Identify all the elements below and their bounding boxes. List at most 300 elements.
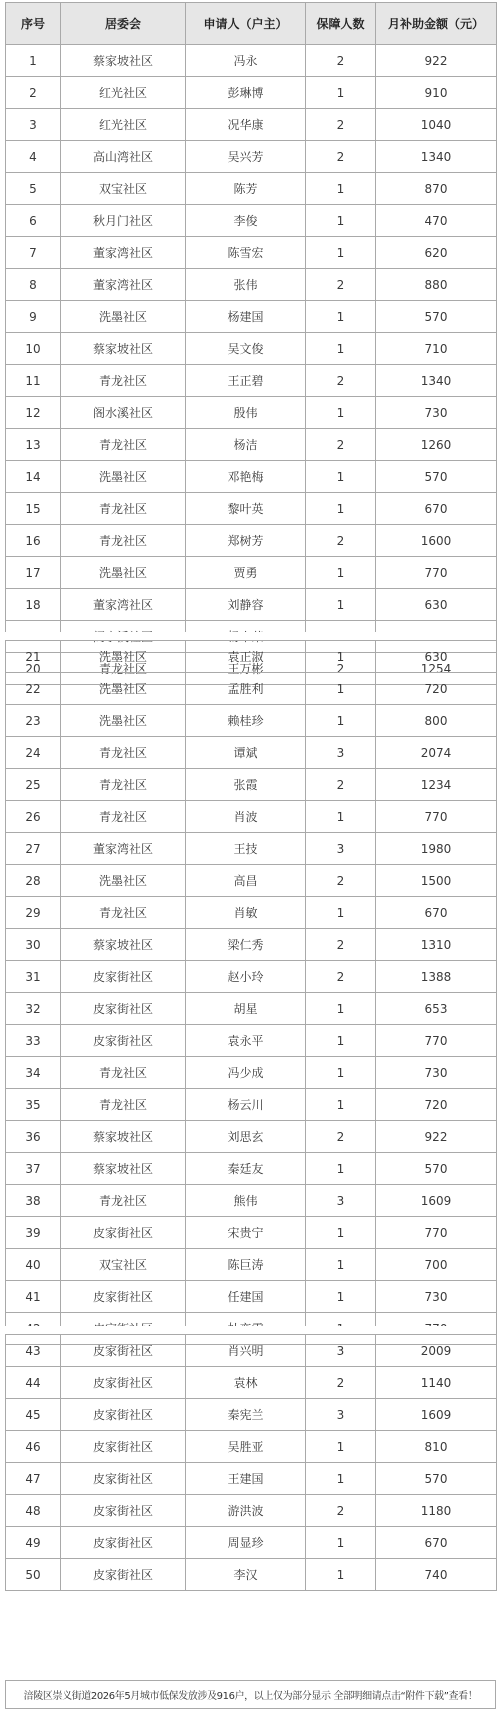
table-row bbox=[6, 205, 497, 237]
people-count-cell: 1 bbox=[306, 1249, 376, 1281]
applicant-cell: 肖兴明 bbox=[186, 1335, 306, 1367]
people-count-cell: 1 bbox=[306, 333, 376, 365]
committee-cell: 董家湾社区 bbox=[61, 269, 186, 301]
index-cell: 6 bbox=[6, 205, 61, 237]
applicant-cell: 梁仁秀 bbox=[186, 929, 306, 961]
people-count-cell: 2 bbox=[306, 365, 376, 397]
applicant-cell: 贾勇 bbox=[186, 557, 306, 589]
applicant-cell: 袁永平 bbox=[186, 1025, 306, 1057]
committee-cell: 青龙社区 bbox=[61, 1057, 186, 1089]
index-cell: 23 bbox=[6, 705, 61, 737]
committee-cell: 青龙社区 bbox=[61, 801, 186, 833]
people-count-cell: 2 bbox=[306, 929, 376, 961]
monthly-amount-cell: 653 bbox=[376, 993, 497, 1025]
applicant-cell: 周显珍 bbox=[186, 1527, 306, 1559]
table-row bbox=[6, 929, 497, 961]
committee-cell: 皮家街社区 bbox=[61, 1527, 186, 1559]
committee-cell: 高山湾社区 bbox=[61, 141, 186, 173]
people-count-cell: 2 bbox=[306, 769, 376, 801]
people-count-cell: 1 bbox=[306, 1527, 376, 1559]
table-row bbox=[6, 365, 497, 397]
table-row bbox=[6, 1025, 497, 1057]
people-count-cell: 2 bbox=[306, 1495, 376, 1527]
people-count-cell: 2 bbox=[306, 1367, 376, 1399]
index-cell: 30 bbox=[6, 929, 61, 961]
people-count-cell: 2 bbox=[306, 525, 376, 557]
people-count-cell: 1 bbox=[306, 397, 376, 429]
monthly-amount-cell: 770 bbox=[376, 557, 497, 589]
committee-cell: 洗墨社区 bbox=[61, 865, 186, 897]
index-cell: 34 bbox=[6, 1057, 61, 1089]
monthly-amount-cell: 570 bbox=[376, 1463, 497, 1495]
monthly-amount-cell: 620 bbox=[376, 237, 497, 269]
index-cell: 1 bbox=[6, 45, 61, 77]
applicant-cell: 郑树芳 bbox=[186, 525, 306, 557]
committee-cell: 双宝社区 bbox=[61, 173, 186, 205]
people-count-cell: 1 bbox=[306, 705, 376, 737]
table-row bbox=[6, 493, 497, 525]
committee-cell: 洗墨社区 bbox=[61, 705, 186, 737]
committee-cell: 皮家街社区 bbox=[61, 1335, 186, 1367]
committee-cell: 皮家街社区 bbox=[61, 1399, 186, 1431]
applicant-cell: 任建国 bbox=[186, 1281, 306, 1313]
monthly-amount-cell: 1260 bbox=[376, 429, 497, 461]
table-row bbox=[6, 269, 497, 301]
applicant-cell: 宋贵宁 bbox=[186, 1217, 306, 1249]
people-count-cell: 1 bbox=[306, 1025, 376, 1057]
applicant-cell: 秦廷友 bbox=[186, 1153, 306, 1185]
applicant-cell: 袁林 bbox=[186, 1367, 306, 1399]
people-count-cell: 3 bbox=[306, 737, 376, 769]
people-count-cell: 1 bbox=[306, 1431, 376, 1463]
assistance-table bbox=[5, 2, 497, 685]
index-cell: 2 bbox=[6, 77, 61, 109]
table-body-3 bbox=[6, 1335, 497, 1591]
monthly-amount-cell: 730 bbox=[376, 1281, 497, 1313]
index-cell: 22 bbox=[6, 673, 61, 705]
committee-cell: 青龙社区 bbox=[61, 525, 186, 557]
monthly-amount-cell: 870 bbox=[376, 173, 497, 205]
applicant-cell: 王万彬 bbox=[186, 653, 306, 685]
table-row bbox=[6, 1559, 497, 1591]
table-row bbox=[6, 525, 497, 557]
table-row bbox=[6, 769, 497, 801]
people-count-cell: 1 bbox=[306, 493, 376, 525]
applicant-cell: 邓艳梅 bbox=[186, 461, 306, 493]
table-row bbox=[6, 1057, 497, 1089]
people-count-cell: 1 bbox=[306, 1559, 376, 1591]
index-cell: 27 bbox=[6, 833, 61, 865]
index-cell: 26 bbox=[6, 801, 61, 833]
monthly-amount-cell: 670 bbox=[376, 493, 497, 525]
monthly-amount-cell: 770 bbox=[376, 1025, 497, 1057]
applicant-cell: 黎叶英 bbox=[186, 493, 306, 525]
section-gap bbox=[5, 1326, 496, 1334]
applicant-cell: 游洪波 bbox=[186, 1495, 306, 1527]
committee-cell: 阁水溪社区 bbox=[61, 397, 186, 429]
people-count-cell: 1 bbox=[306, 205, 376, 237]
index-cell: 48 bbox=[6, 1495, 61, 1527]
committee-cell: 洗墨社区 bbox=[61, 557, 186, 589]
index-cell: 43 bbox=[6, 1335, 61, 1367]
applicant-cell: 王建国 bbox=[186, 1463, 306, 1495]
table-row bbox=[6, 1089, 497, 1121]
people-count-cell: 2 bbox=[306, 109, 376, 141]
applicant-cell: 赵小玲 bbox=[186, 961, 306, 993]
monthly-amount-cell: 670 bbox=[376, 1527, 497, 1559]
monthly-amount-cell: 570 bbox=[376, 461, 497, 493]
monthly-amount-cell: 1340 bbox=[376, 365, 497, 397]
people-count-cell: 1 bbox=[306, 461, 376, 493]
monthly-amount-cell: 1140 bbox=[376, 1367, 497, 1399]
header-amount: 月补助金额（元） bbox=[376, 3, 497, 45]
committee-cell: 红光社区 bbox=[61, 77, 186, 109]
table-row bbox=[6, 737, 497, 769]
table-row bbox=[6, 1121, 497, 1153]
people-count-cell: 2 bbox=[306, 961, 376, 993]
committee-cell: 洗墨社区 bbox=[61, 641, 186, 673]
table-row bbox=[6, 1217, 497, 1249]
people-count-cell: 1 bbox=[306, 1057, 376, 1089]
people-count-cell: 2 bbox=[306, 45, 376, 77]
committee-cell: 蔡家坡社区 bbox=[61, 929, 186, 961]
committee-cell: 皮家街社区 bbox=[61, 1495, 186, 1527]
index-cell: 9 bbox=[6, 301, 61, 333]
applicant-cell: 肖敏 bbox=[186, 897, 306, 929]
index-cell: 46 bbox=[6, 1431, 61, 1463]
index-cell: 3 bbox=[6, 109, 61, 141]
people-count-cell: 1 bbox=[306, 897, 376, 929]
committee-cell: 皮家街社区 bbox=[61, 1217, 186, 1249]
table-row bbox=[6, 45, 497, 77]
index-cell: 35 bbox=[6, 1089, 61, 1121]
applicant-cell: 殷伟 bbox=[186, 397, 306, 429]
index-cell: 14 bbox=[6, 461, 61, 493]
people-count-cell: 2 bbox=[306, 653, 376, 685]
table-row bbox=[6, 1367, 497, 1399]
monthly-amount-cell: 720 bbox=[376, 1089, 497, 1121]
committee-cell: 洗墨社区 bbox=[61, 461, 186, 493]
monthly-amount-cell: 1500 bbox=[376, 865, 497, 897]
monthly-amount-cell: 2074 bbox=[376, 737, 497, 769]
applicant-cell: 孟胜利 bbox=[186, 673, 306, 705]
people-count-cell: 2 bbox=[306, 865, 376, 897]
applicant-cell: 冯少成 bbox=[186, 1057, 306, 1089]
assistance-table-part-2 bbox=[5, 640, 497, 1345]
table-row bbox=[6, 1527, 497, 1559]
header-committee: 居委会 bbox=[61, 3, 186, 45]
index-cell: 11 bbox=[6, 365, 61, 397]
table-row bbox=[6, 1399, 497, 1431]
people-count-cell: 2 bbox=[306, 429, 376, 461]
committee-cell: 青龙社区 bbox=[61, 737, 186, 769]
committee-cell: 皮家街社区 bbox=[61, 1463, 186, 1495]
monthly-amount-cell: 910 bbox=[376, 77, 497, 109]
table-row bbox=[6, 589, 497, 621]
table-row bbox=[6, 237, 497, 269]
index-cell: 24 bbox=[6, 737, 61, 769]
index-cell: 39 bbox=[6, 1217, 61, 1249]
applicant-cell: 秦宪兰 bbox=[186, 1399, 306, 1431]
section-gap bbox=[5, 632, 496, 640]
index-cell: 8 bbox=[6, 269, 61, 301]
people-count-cell: 1 bbox=[306, 173, 376, 205]
monthly-amount-cell: 710 bbox=[376, 333, 497, 365]
monthly-amount-cell: 922 bbox=[376, 1121, 497, 1153]
monthly-amount-cell: 800 bbox=[376, 705, 497, 737]
table-row bbox=[6, 397, 497, 429]
people-count-cell: 3 bbox=[306, 1399, 376, 1431]
people-count-cell: 1 bbox=[306, 1217, 376, 1249]
people-count-cell: 1 bbox=[306, 301, 376, 333]
table-row bbox=[6, 705, 497, 737]
people-count-cell: 2 bbox=[306, 1121, 376, 1153]
header-index: 序号 bbox=[6, 3, 61, 45]
table-row bbox=[6, 1185, 497, 1217]
people-count-cell: 1 bbox=[306, 1089, 376, 1121]
applicant-cell: 李汉 bbox=[186, 1559, 306, 1591]
table-row bbox=[6, 1463, 497, 1495]
applicant-cell: 陈巨涛 bbox=[186, 1249, 306, 1281]
table-row bbox=[6, 897, 497, 929]
table-row bbox=[6, 1495, 497, 1527]
index-cell: 33 bbox=[6, 1025, 61, 1057]
monthly-amount-cell: 730 bbox=[376, 397, 497, 429]
index-cell: 36 bbox=[6, 1121, 61, 1153]
committee-cell: 蔡家坡社区 bbox=[61, 1153, 186, 1185]
index-cell: 17 bbox=[6, 557, 61, 589]
committee-cell: 蔡家坡社区 bbox=[61, 45, 186, 77]
table-row bbox=[6, 673, 497, 705]
people-count-cell: 2 bbox=[306, 269, 376, 301]
committee-cell: 青龙社区 bbox=[61, 493, 186, 525]
committee-cell: 洗墨社区 bbox=[61, 673, 186, 705]
table-row bbox=[6, 1281, 497, 1313]
applicant-cell: 赖桂珍 bbox=[186, 705, 306, 737]
monthly-amount-cell: 880 bbox=[376, 269, 497, 301]
applicant-cell: 陈芳 bbox=[186, 173, 306, 205]
applicant-cell: 胡星 bbox=[186, 993, 306, 1025]
index-cell: 28 bbox=[6, 865, 61, 897]
index-cell: 25 bbox=[6, 769, 61, 801]
monthly-amount-cell: 740 bbox=[376, 1559, 497, 1591]
table-row bbox=[6, 1431, 497, 1463]
people-count-cell: 1 bbox=[306, 1153, 376, 1185]
applicant-cell: 陈雪宏 bbox=[186, 237, 306, 269]
index-cell: 5 bbox=[6, 173, 61, 205]
people-count-cell: 1 bbox=[306, 1281, 376, 1313]
monthly-amount-cell: 730 bbox=[376, 1057, 497, 1089]
committee-cell: 青龙社区 bbox=[61, 429, 186, 461]
monthly-amount-cell: 1980 bbox=[376, 833, 497, 865]
table-row bbox=[6, 1335, 497, 1367]
committee-cell: 皮家街社区 bbox=[61, 1431, 186, 1463]
applicant-cell: 杨云川 bbox=[186, 1089, 306, 1121]
index-cell: 16 bbox=[6, 525, 61, 557]
index-cell: 31 bbox=[6, 961, 61, 993]
monthly-amount-cell: 570 bbox=[376, 301, 497, 333]
applicant-cell: 熊伟 bbox=[186, 1185, 306, 1217]
index-cell: 15 bbox=[6, 493, 61, 525]
monthly-amount-cell: 810 bbox=[376, 1431, 497, 1463]
people-count-cell: 1 bbox=[306, 77, 376, 109]
committee-cell: 皮家街社区 bbox=[61, 1559, 186, 1591]
applicant-cell: 彭琳博 bbox=[186, 77, 306, 109]
applicant-cell: 杨洁 bbox=[186, 429, 306, 461]
committee-cell: 青龙社区 bbox=[61, 769, 186, 801]
applicant-cell: 王技 bbox=[186, 833, 306, 865]
people-count-cell: 1 bbox=[306, 641, 376, 673]
header-people: 保障人数 bbox=[306, 3, 376, 45]
table-row bbox=[6, 141, 497, 173]
monthly-amount-cell: 922 bbox=[376, 45, 497, 77]
applicant-cell: 张伟 bbox=[186, 269, 306, 301]
table-header-row bbox=[6, 3, 497, 45]
committee-cell: 双宝社区 bbox=[61, 1249, 186, 1281]
table-row bbox=[6, 641, 497, 673]
index-cell: 20 bbox=[6, 653, 61, 685]
table-row bbox=[6, 865, 497, 897]
applicant-cell: 王正碧 bbox=[186, 365, 306, 397]
applicant-cell: 刘思玄 bbox=[186, 1121, 306, 1153]
applicant-cell: 冯永 bbox=[186, 45, 306, 77]
committee-cell: 皮家街社区 bbox=[61, 961, 186, 993]
footer-note: 涪陵区崇义街道2026年5月城市低保发放涉及916户，以上仅为部分显示 全部明细请点击“附件下载”查看！ bbox=[5, 1680, 496, 1709]
people-count-cell: 1 bbox=[306, 589, 376, 621]
index-cell: 4 bbox=[6, 141, 61, 173]
committee-cell: 青龙社区 bbox=[61, 1185, 186, 1217]
monthly-amount-cell: 670 bbox=[376, 897, 497, 929]
monthly-amount-cell: 1234 bbox=[376, 769, 497, 801]
monthly-amount-cell: 1254 bbox=[376, 653, 497, 685]
assistance-table-part-3 bbox=[5, 1334, 497, 1591]
index-cell: 37 bbox=[6, 1153, 61, 1185]
monthly-amount-cell: 720 bbox=[376, 673, 497, 705]
monthly-amount-cell: 1609 bbox=[376, 1185, 497, 1217]
committee-cell: 皮家街社区 bbox=[61, 1025, 186, 1057]
index-cell: 10 bbox=[6, 333, 61, 365]
people-count-cell: 3 bbox=[306, 1185, 376, 1217]
index-cell: 50 bbox=[6, 1559, 61, 1591]
monthly-amount-cell: 1180 bbox=[376, 1495, 497, 1527]
table-body-2 bbox=[6, 641, 497, 1345]
applicant-cell: 李俊 bbox=[186, 205, 306, 237]
monthly-amount-cell: 1310 bbox=[376, 929, 497, 961]
monthly-amount-cell: 470 bbox=[376, 205, 497, 237]
committee-cell: 青龙社区 bbox=[61, 365, 186, 397]
applicant-cell: 刘静容 bbox=[186, 589, 306, 621]
monthly-amount-cell: 1340 bbox=[376, 141, 497, 173]
committee-cell: 青龙社区 bbox=[61, 1089, 186, 1121]
applicant-cell: 吴胜亚 bbox=[186, 1431, 306, 1463]
applicant-cell: 袁正淑 bbox=[186, 641, 306, 673]
monthly-amount-cell: 1040 bbox=[376, 109, 497, 141]
people-count-cell: 1 bbox=[306, 801, 376, 833]
monthly-amount-cell: 770 bbox=[376, 801, 497, 833]
people-count-cell: 1 bbox=[306, 237, 376, 269]
table-row bbox=[6, 801, 497, 833]
monthly-amount-cell: 1600 bbox=[376, 525, 497, 557]
committee-cell: 红光社区 bbox=[61, 109, 186, 141]
index-cell: 18 bbox=[6, 589, 61, 621]
index-cell: 7 bbox=[6, 237, 61, 269]
people-count-cell: 3 bbox=[306, 833, 376, 865]
applicant-cell: 高昌 bbox=[186, 865, 306, 897]
people-count-cell: 1 bbox=[306, 1463, 376, 1495]
monthly-amount-cell: 630 bbox=[376, 589, 497, 621]
monthly-amount-cell: 570 bbox=[376, 1153, 497, 1185]
index-cell: 21 bbox=[6, 641, 61, 673]
committee-cell: 蔡家坡社区 bbox=[61, 333, 186, 365]
header-applicant: 申请人（户主） bbox=[186, 3, 306, 45]
committee-cell: 青龙社区 bbox=[61, 897, 186, 929]
index-cell: 13 bbox=[6, 429, 61, 461]
table-row bbox=[6, 333, 497, 365]
table-row bbox=[6, 301, 497, 333]
committee-cell: 蔡家坡社区 bbox=[61, 1121, 186, 1153]
people-count-cell: 1 bbox=[306, 993, 376, 1025]
committee-cell: 皮家街社区 bbox=[61, 993, 186, 1025]
applicant-cell: 吴兴芳 bbox=[186, 141, 306, 173]
monthly-amount-cell: 630 bbox=[376, 641, 497, 673]
index-cell: 49 bbox=[6, 1527, 61, 1559]
index-cell: 40 bbox=[6, 1249, 61, 1281]
index-cell: 38 bbox=[6, 1185, 61, 1217]
people-count-cell: 3 bbox=[306, 1335, 376, 1367]
table-row bbox=[6, 961, 497, 993]
monthly-amount-cell: 2009 bbox=[376, 1335, 497, 1367]
committee-cell: 洗墨社区 bbox=[61, 301, 186, 333]
committee-cell: 董家湾社区 bbox=[61, 589, 186, 621]
applicant-cell: 张霞 bbox=[186, 769, 306, 801]
index-cell: 29 bbox=[6, 897, 61, 929]
committee-cell: 董家湾社区 bbox=[61, 833, 186, 865]
committee-cell: 董家湾社区 bbox=[61, 237, 186, 269]
applicant-cell: 谭斌 bbox=[186, 737, 306, 769]
table-row bbox=[6, 461, 497, 493]
table-row bbox=[6, 77, 497, 109]
table-body-1 bbox=[6, 45, 497, 685]
index-cell: 12 bbox=[6, 397, 61, 429]
people-count-cell: 1 bbox=[306, 557, 376, 589]
monthly-amount-cell: 700 bbox=[376, 1249, 497, 1281]
table-row bbox=[6, 993, 497, 1025]
table-row bbox=[6, 109, 497, 141]
people-count-cell: 1 bbox=[306, 673, 376, 705]
people-count-cell: 2 bbox=[306, 141, 376, 173]
applicant-cell: 杨建国 bbox=[186, 301, 306, 333]
index-cell: 47 bbox=[6, 1463, 61, 1495]
committee-cell: 皮家街社区 bbox=[61, 1281, 186, 1313]
monthly-amount-cell: 1388 bbox=[376, 961, 497, 993]
index-cell: 44 bbox=[6, 1367, 61, 1399]
committee-cell: 青龙社区 bbox=[61, 653, 186, 685]
table-row bbox=[6, 1249, 497, 1281]
index-cell: 32 bbox=[6, 993, 61, 1025]
table-row bbox=[6, 429, 497, 461]
table-row bbox=[6, 1153, 497, 1185]
committee-cell: 皮家街社区 bbox=[61, 1367, 186, 1399]
applicant-cell: 况华康 bbox=[186, 109, 306, 141]
index-cell: 41 bbox=[6, 1281, 61, 1313]
applicant-cell: 吴文俊 bbox=[186, 333, 306, 365]
monthly-amount-cell: 1609 bbox=[376, 1399, 497, 1431]
monthly-amount-cell: 770 bbox=[376, 1217, 497, 1249]
applicant-cell: 肖波 bbox=[186, 801, 306, 833]
index-cell: 45 bbox=[6, 1399, 61, 1431]
committee-cell: 秋月门社区 bbox=[61, 205, 186, 237]
table-row bbox=[6, 833, 497, 865]
